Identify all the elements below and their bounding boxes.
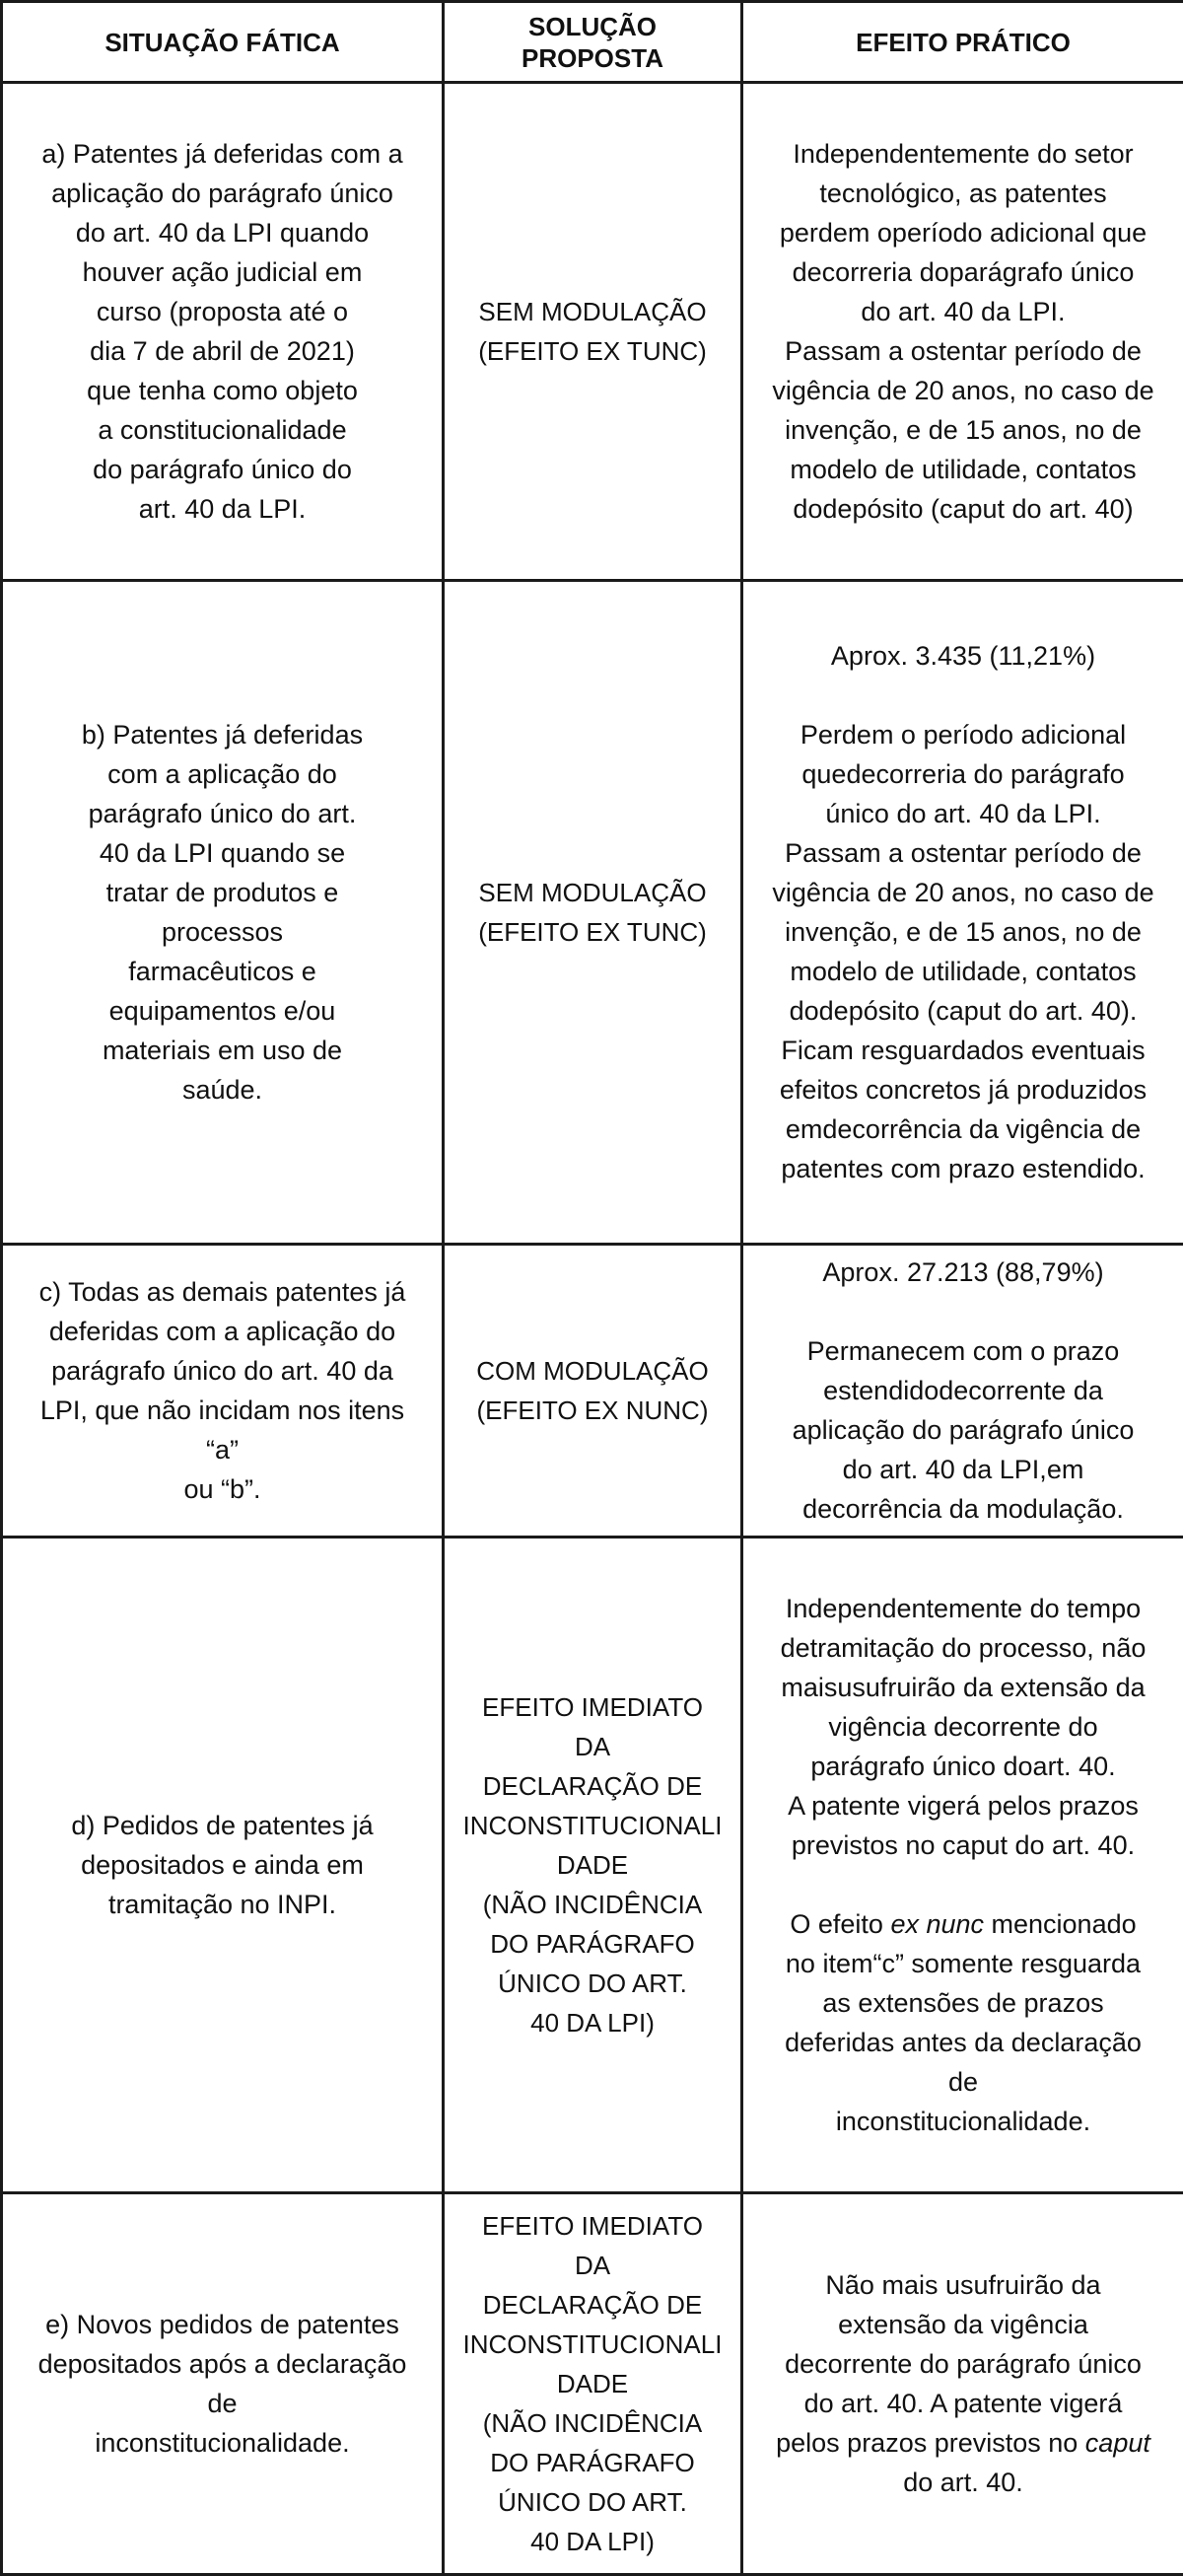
row-a-situacao: a) Patentes já deferidas com a aplicação do parágrafo único do art. 40 da LPI quando houver ação judicial em curso (proposta até o dia 7 de abril de 2021) que tenha como objeto a constitucionalidade do parágrafo único do art. 40 da LPI.: [2, 83, 444, 581]
row-d-solucao: EFEITO IMEDIATO DA DECLARAÇÃO DE INCONSTITUCIONALI DADE (NÃO INCIDÊNCIA DO PARÁGRAFO ÚNICO DO ART. 40 DA LPI): [444, 1538, 742, 2193]
row-c-solucao: COM MODULAÇÃO (EFEITO EX NUNC): [444, 1245, 742, 1538]
row-e-situacao: e) Novos pedidos de patentes depositados após a declaração de inconstitucionalidade.: [2, 2193, 444, 2575]
table-row: [2, 83, 1183, 581]
row-e-solucao: EFEITO IMEDIATO DA DECLARAÇÃO DE INCONSTITUCIONALI DADE (NÃO INCIDÊNCIA DO PARÁGRAFO ÚNICO DO ART. 40 DA LPI): [444, 2193, 742, 2575]
row-e-efeito-part1: Não mais usufruirão da extensão da vigência decorrente do parágrafo único do art. 40. A patente vigerá pelos prazos previstos no: [776, 2270, 1142, 2458]
table-row: [2, 1245, 1183, 1538]
row-a-efeito: Independentemente do setor tecnológico, as patentes perdem operíodo adicional que decorreria doparágrafo único do art. 40 da LPI. Passam a ostentar período de vigência de 20 anos, no caso de invenção, e de 15 anos, no de modelo de utilidade, contatos dodepósito (caput do art. 40): [742, 83, 1183, 581]
table-row: [2, 2193, 1183, 2575]
header-row: [2, 2, 1183, 83]
header-efeito: EFEITO PRÁTICO: [742, 2, 1183, 83]
row-e-efeito-part2: do art. 40.: [903, 2468, 1023, 2497]
row-d-efeito-part2: mencionado no item“c” somente resguarda as extensões de prazos deferidas antes da declaração de inconstitucionalidade.: [785, 1909, 1142, 2136]
row-b-solucao: SEM MODULAÇÃO (EFEITO EX TUNC): [444, 581, 742, 1245]
row-a-solucao: SEM MODULAÇÃO (EFEITO EX TUNC): [444, 83, 742, 581]
header-solucao: SOLUÇÃO PROPOSTA: [444, 2, 742, 83]
table-row: [2, 581, 1183, 1245]
row-d-efeito: [742, 1538, 1183, 2193]
row-e-efeito-italic: caput: [1085, 2428, 1150, 2458]
row-b-efeito: Aprox. 3.435 (11,21%) Perdem o período adicional quedecorreria do parágrafo único do art. 40 da LPI. Passam a ostentar período de vigência de 20 anos, no caso de invenção, e de 15 anos, no de modelo de utilidade, contatos dodepósito (caput do art. 40). Ficam resguardados eventuais efeitos concretos já produzidos emdecorrência da vigência de patentes com prazo estendido.: [742, 581, 1183, 1245]
row-b-situacao: b) Patentes já deferidas com a aplicação do parágrafo único do art. 40 da LPI quando se tratar de produtos e processos farmacêuticos e equipamentos e/ou materiais em uso de saúde.: [2, 581, 444, 1245]
table-row: [2, 1538, 1183, 2193]
row-e-efeito: [742, 2193, 1183, 2575]
header-situacao: SITUAÇÃO FÁTICA: [2, 2, 444, 83]
row-d-efeito-italic: ex nunc: [890, 1909, 984, 1939]
row-c-situacao: c) Todas as demais patentes já deferidas com a aplicação do parágrafo único do art. 40 da LPI, que não incidam nos itens “a” ou “b”.: [2, 1245, 444, 1538]
row-d-situacao: d) Pedidos de patentes já depositados e ainda em tramitação no INPI.: [2, 1538, 444, 2193]
row-c-efeito: Aprox. 27.213 (88,79%) Permanecem com o prazo estendidodecorrente da aplicação do parágrafo único do art. 40 da LPI,em decorrência da modulação.: [742, 1245, 1183, 1538]
row-d-efeito-part1: Independentemente do tempo detramitação do processo, não maisusufruirão da extensão da vigência decorrente do parágrafo único doart. 40. A patente vigerá pelos prazos previstos no caput do art. 40. O efeito: [781, 1594, 1147, 1939]
